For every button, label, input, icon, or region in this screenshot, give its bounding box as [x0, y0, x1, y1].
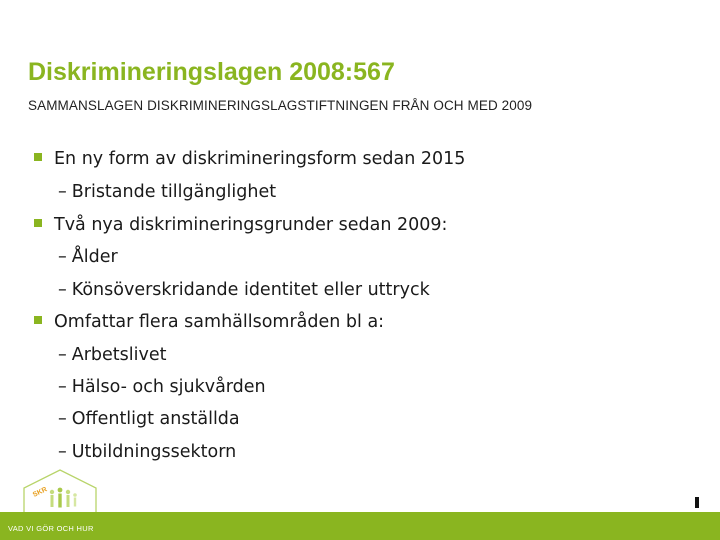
sub-bullet-text: Arbetslivet [71, 345, 167, 365]
slide-title: Diskrimineringslagen 2008:567 [28, 58, 395, 86]
dash-icon: – [58, 182, 67, 202]
bullet-square-icon [34, 153, 42, 161]
organization-logo [20, 468, 98, 514]
bullet-square-icon [34, 316, 42, 324]
dash-icon: – [58, 247, 67, 267]
logo-text: SKR [31, 486, 49, 499]
sub-bullet-text: Könsöverskridande identitet eller uttryck [71, 280, 430, 300]
footer-bar [0, 512, 720, 540]
dash-icon: – [58, 345, 67, 365]
sub-bullet-item [58, 441, 236, 463]
bullet-item [34, 148, 465, 170]
bullet-item [34, 311, 384, 333]
dash-icon: – [58, 280, 67, 300]
bullet-item [34, 214, 447, 236]
dash-icon: – [58, 409, 67, 429]
sub-bullet-item [58, 408, 240, 430]
sub-bullet-text: Utbildningssektorn [71, 442, 237, 462]
bullet-text: Omfattar flera samhällsområden bl a: [54, 312, 385, 332]
dash-icon: – [58, 377, 67, 397]
sub-bullet-item [58, 181, 276, 203]
sub-bullet-text: Offentligt anställda [71, 409, 240, 429]
sub-bullet-text: Hälso- och sjukvården [71, 377, 266, 397]
bullet-text: Två nya diskrimineringsgrunder sedan 2009: [54, 215, 448, 235]
sub-bullet-item [58, 279, 430, 301]
bullet-text: En ny form av diskrimineringsform sedan 2015 [54, 149, 466, 169]
footer-text: VAD VI GÖR OCH HUR [8, 524, 94, 533]
slide-subtitle: SAMMANSLAGEN DISKRIMINERINGSLAGSTIFTNINGEN FRÅN OCH MED 2009 [28, 98, 533, 113]
bullet-square-icon [34, 219, 42, 227]
sub-bullet-text: Bristande tillgänglighet [71, 182, 277, 202]
people-figures-icon [50, 488, 77, 508]
sub-bullet-item [58, 246, 118, 268]
page-marker [695, 497, 699, 508]
sub-bullet-item [58, 376, 266, 398]
dash-icon: – [58, 442, 67, 462]
sub-bullet-text: Ålder [71, 247, 118, 267]
sub-bullet-item [58, 344, 166, 366]
